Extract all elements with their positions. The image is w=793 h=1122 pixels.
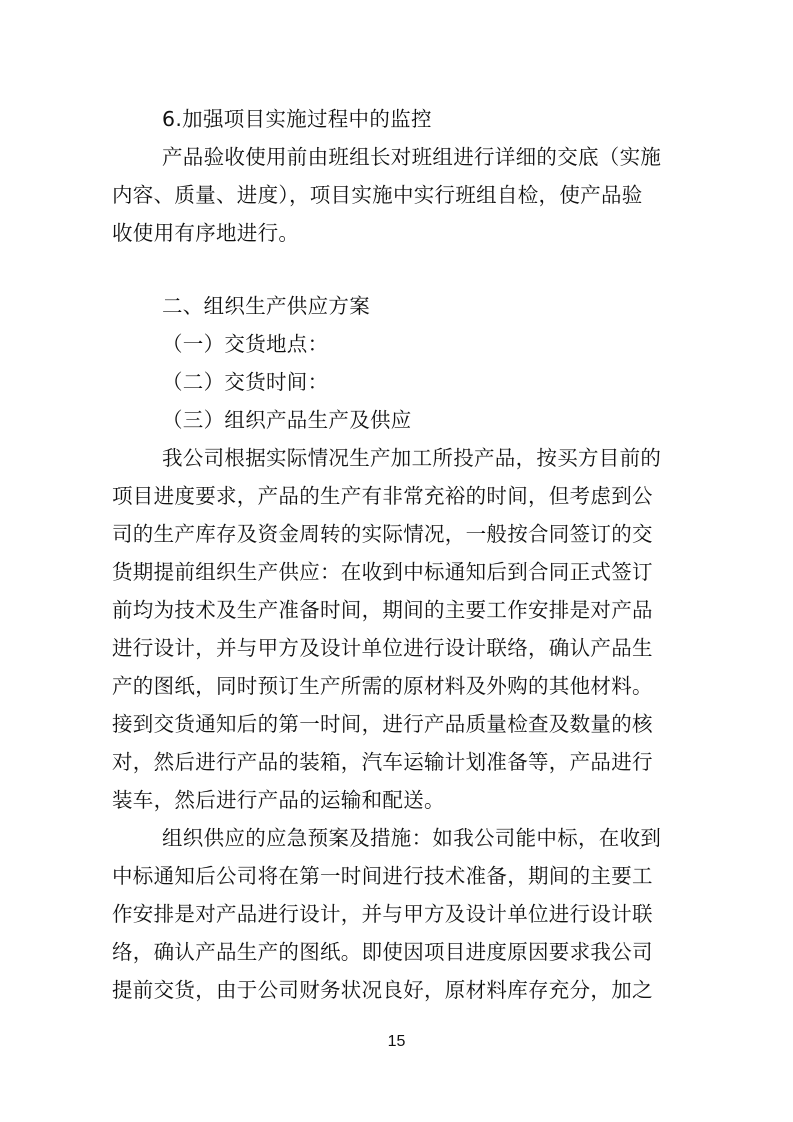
- subsection-heading: （一）交货地点：: [162, 332, 329, 356]
- subsection-heading: （二）交货时间：: [162, 370, 329, 394]
- paragraph-line: 我公司根据实际情况生产加工所投产品，按买方目前的: [162, 446, 662, 470]
- paragraph-line: 对，然后进行产品的装箱，汽车运输计划准备等，产品进行: [112, 750, 653, 774]
- paragraph-line: 项目进度要求，产品的生产有非常充裕的时间，但考虑到公: [112, 484, 653, 508]
- page-number: 15: [387, 1033, 406, 1050]
- paragraph-line: 接到交货通知后的第一时间，进行产品质量检查及数量的核: [112, 712, 653, 736]
- paragraph-line: 提前交货，由于公司财务状况良好，原材料库存充分，加之: [112, 978, 653, 1002]
- paragraph-line: 装车，然后进行产品的运输和配送。: [112, 788, 445, 812]
- paragraph-line: 产品验收使用前由班组长对班组进行详细的交底（实施: [162, 145, 662, 169]
- section-heading: 6.加强项目实施过程中的监控: [162, 107, 432, 131]
- paragraph-line: 收使用有序地进行。: [112, 221, 300, 245]
- paragraph-line: 络，确认产品生产的图纸。即使因项目进度原因要求我公司: [112, 940, 653, 964]
- paragraph-line: 组织供应的应急预案及措施：如我公司能中标，在收到: [162, 826, 662, 850]
- paragraph-line: 中标通知后公司将在第一时间进行技术准备，期间的主要工: [112, 864, 653, 888]
- paragraph-line: 货期提前组织生产供应：在收到中标通知后到合同正式签订: [112, 560, 653, 584]
- paragraph-line: 产的图纸，同时预订生产所需的原材料及外购的其他材料。: [112, 674, 653, 698]
- paragraph-line: 司的生产库存及资金周转的实际情况，一般按合同签订的交: [112, 522, 653, 546]
- paragraph-line: 进行设计，并与甲方及设计单位进行设计联络，确认产品生: [112, 636, 653, 660]
- paragraph-line: 前均为技术及生产准备时间，期间的主要工作安排是对产品: [112, 598, 653, 622]
- paragraph-line: 内容、质量、进度），项目实施中实行班组自检，使产品验: [112, 183, 643, 207]
- section-heading: 二、组织生产供应方案: [162, 294, 370, 318]
- paragraph-line: 作安排是对产品进行设计，并与甲方及设计单位进行设计联: [112, 902, 653, 926]
- subsection-heading: （三）组织产品生产及供应: [162, 408, 412, 432]
